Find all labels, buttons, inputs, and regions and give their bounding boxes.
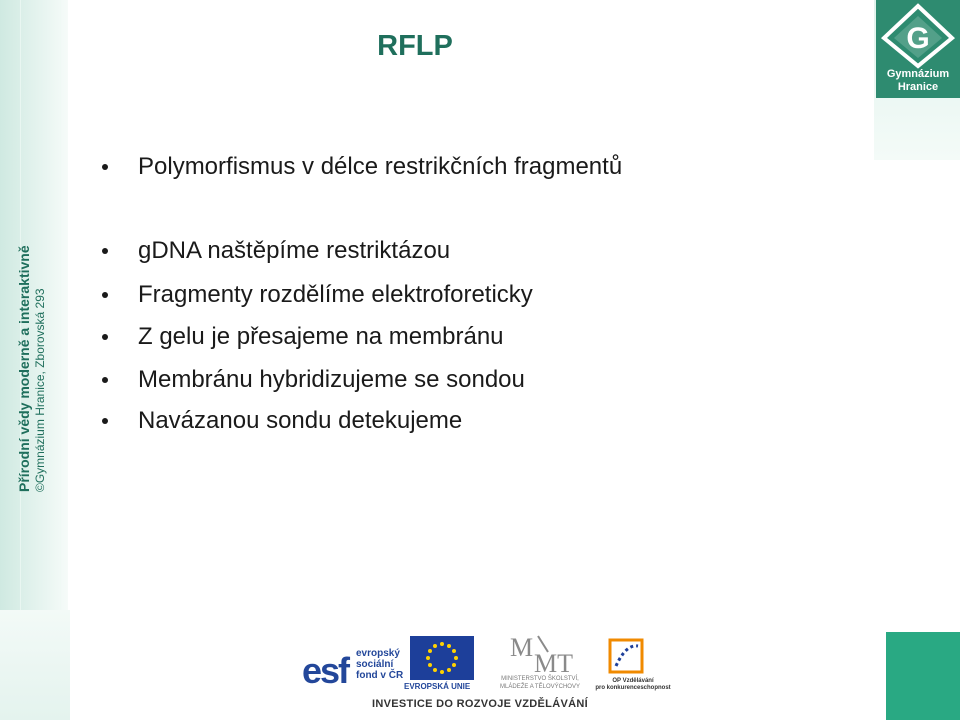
corner-decoration-bottom-right xyxy=(886,632,960,720)
logo-line-1: Gymnázium xyxy=(886,68,950,80)
bullet-dot-icon xyxy=(102,292,108,298)
op-caption-line-2: pro konkurenceschopnost xyxy=(595,685,671,691)
esf-caption-line-2: sociální xyxy=(356,659,394,670)
sidebar-vertical-text xyxy=(16,245,48,492)
slide-title: RFLP xyxy=(377,30,453,62)
bullet-dot-icon xyxy=(102,418,108,424)
op-vk-logo-icon xyxy=(606,636,646,676)
esf-logo-word: esf xyxy=(302,650,349,691)
footer-logos xyxy=(290,632,670,720)
footer-tagline: INVESTICE DO ROZVOJE VZDĚLÁVÁNÍ xyxy=(372,698,588,710)
bullet-text: Fragmenty rozdělíme elektroforeticky xyxy=(138,281,533,308)
msmt-caption-line-2: MLÁDEŽE A TĚLOVÝCHOVY xyxy=(500,684,580,690)
bullet-text: Polymorfismus v délce restrikčních fragmentů xyxy=(138,153,623,180)
bullet-text: gDNA naštěpíme restriktázou xyxy=(138,237,451,264)
logo-letter: G xyxy=(906,22,930,55)
esf-logo-icon xyxy=(296,640,350,691)
msmt-caption-line-1: MINISTERSTVO ŠKOLSTVÍ, xyxy=(501,676,579,682)
op-caption-line-1: OP Vzdělávání xyxy=(612,678,654,684)
bullet-text: Membránu hybridizujeme se sondou xyxy=(138,366,525,393)
bullet-dot-icon xyxy=(102,377,108,383)
svg-text:M: M xyxy=(510,633,534,662)
bullet-text: Navázanou sondu detekujeme xyxy=(138,407,463,434)
esf-caption-line-3: fond v ČR xyxy=(356,670,404,681)
gymnazium-logo-icon xyxy=(880,2,956,68)
eu-caption: EVROPSKÁ UNIE xyxy=(404,682,471,691)
sidebar-title: Přírodní vědy moderně a interaktivně xyxy=(16,245,32,492)
eu-flag-icon xyxy=(410,636,474,680)
bullet-dot-icon xyxy=(102,164,108,170)
logo-line-2: Hranice xyxy=(897,81,939,93)
esf-caption-line-1: evropský xyxy=(356,648,400,659)
msmt-logo-icon xyxy=(508,633,573,678)
svg-text:MT: MT xyxy=(534,649,573,678)
corner-decoration-bottom-left xyxy=(0,610,70,720)
school-logo xyxy=(876,0,960,98)
sidebar-subtitle: ©Gymnázium Hranice, Zborovská 293 xyxy=(33,288,47,492)
bullet-dot-icon xyxy=(102,248,108,254)
bullet-text: Z gelu je přesajeme na membránu xyxy=(138,323,504,350)
esf-caption xyxy=(356,648,403,681)
bullet-dot-icon xyxy=(102,334,108,340)
